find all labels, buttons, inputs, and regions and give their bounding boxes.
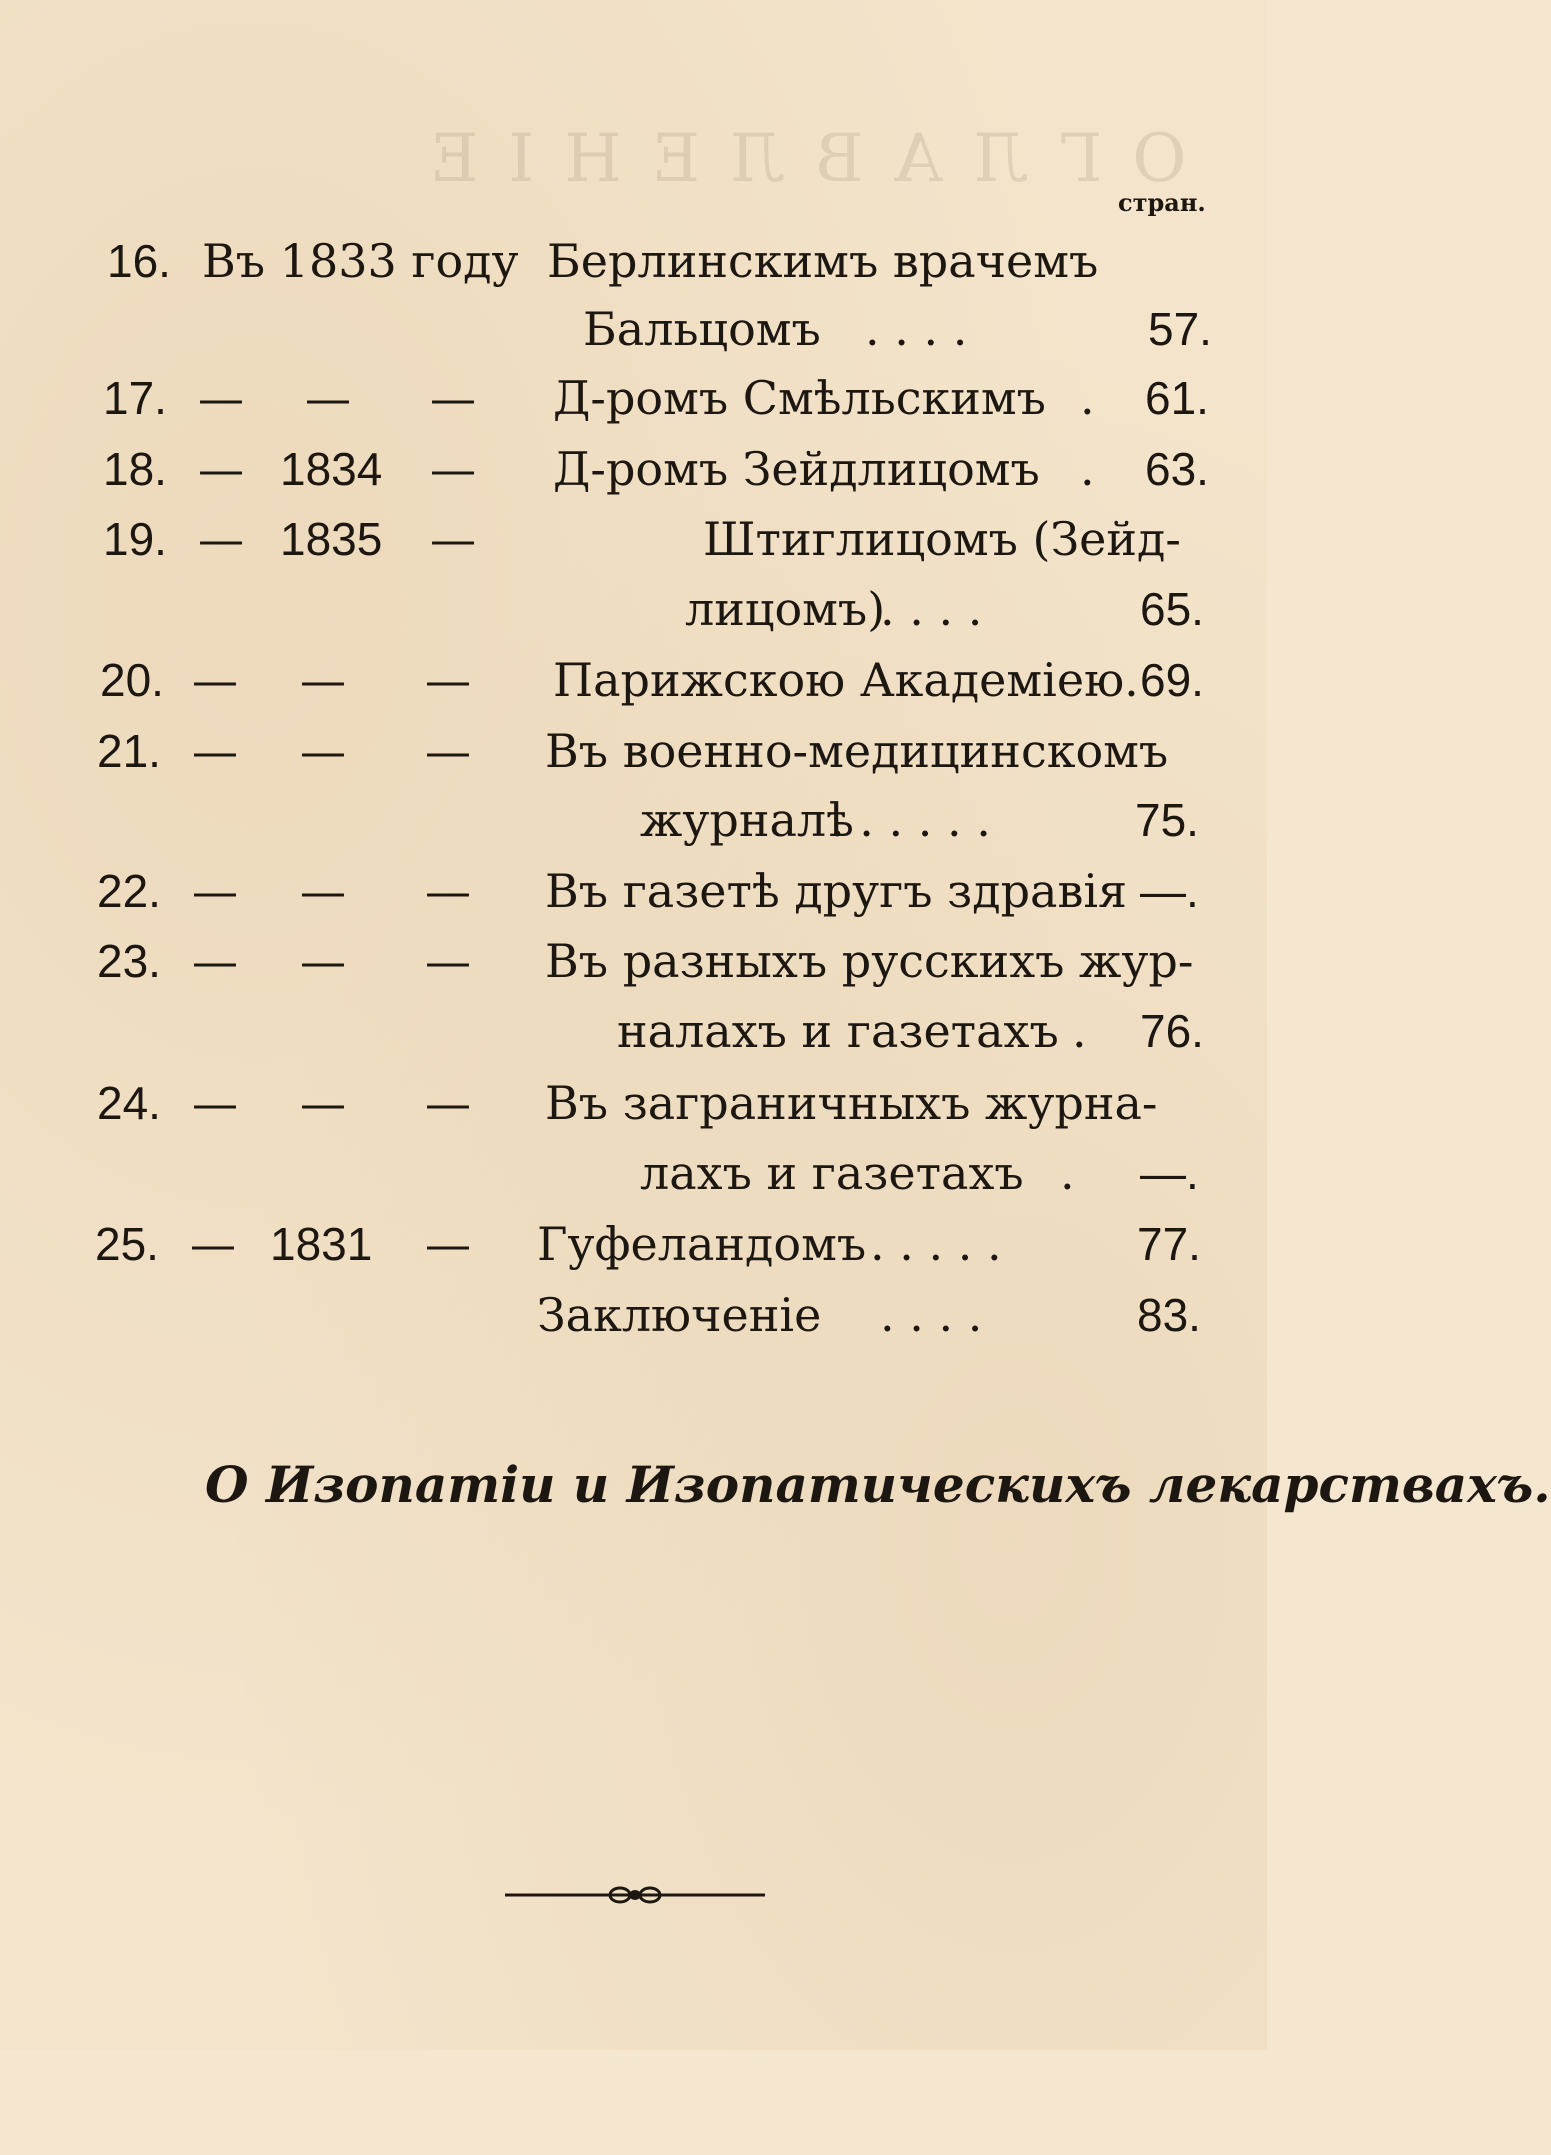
ditto-dash: — [425, 1076, 471, 1130]
ditto-dash: — [300, 864, 346, 918]
entry-text: Д-ромъ Смѣльскимъ [553, 371, 1046, 425]
entry-continuation: журналѣ [640, 793, 854, 847]
entry-text: Заключеніе [537, 1288, 822, 1342]
entry-page: 76. [1140, 1005, 1204, 1057]
ditto-dash: — [198, 371, 244, 425]
entry-text: Д-ромъ Зейдлицомъ [553, 442, 1040, 496]
entry-number: 19. [103, 513, 167, 565]
ditto-dash: — [425, 934, 471, 988]
entry-page: 61. [1145, 372, 1209, 424]
entry-year: Въ 1833 году [202, 234, 519, 288]
entry-text: Въ разныхъ русскихъ жур- [545, 934, 1194, 988]
entry-continuation: Бальцомъ [583, 302, 821, 356]
entry-leader-dots: . [1080, 371, 1095, 425]
entry-year: 1831 [270, 1218, 373, 1270]
ditto-dash: — [190, 1217, 236, 1271]
entry-year: 1835 [280, 513, 383, 565]
entry-leader-dots: . . . . [880, 582, 983, 636]
ditto-dash: — [198, 512, 244, 566]
entry-number: 25. [95, 1218, 159, 1270]
entry-number: 21. [97, 725, 161, 777]
entry-text: Берлинскимъ врачемъ [547, 234, 1099, 288]
entry-text: Гуфеландомъ [537, 1217, 867, 1271]
ditto-dash: — [305, 371, 351, 425]
entry-continuation: лахъ и газетахъ [640, 1146, 1024, 1200]
ditto-dash: — [425, 1217, 471, 1271]
entry-page: —. [1140, 865, 1199, 917]
entry-leader-dots: . [1060, 1146, 1075, 1200]
entry-number: 16. [107, 235, 171, 287]
ditto-dash: — [192, 653, 238, 707]
section-title: О Изопатіи и Изопатическихъ лекарствахъ. [205, 1455, 1551, 1514]
entry-number: 24. [97, 1077, 161, 1129]
entry-text: Въ военно-медицинскомъ [545, 724, 1169, 778]
entry-page: —. [1140, 1147, 1199, 1199]
entry-continuation: налахъ и газетахъ [617, 1004, 1059, 1058]
ditto-dash: — [425, 653, 471, 707]
entry-leader-dots: . [1072, 1004, 1087, 1058]
ditto-dash: — [300, 934, 346, 988]
entry-leader-dots: . . . . [865, 302, 968, 356]
ditto-dash: — [198, 442, 244, 496]
ornament-divider [505, 1880, 765, 1910]
entry-page: 65. [1140, 583, 1204, 635]
entry-page: 57. [1148, 303, 1212, 355]
entry-number: 22. [97, 865, 161, 917]
entry-number: 17. [103, 372, 167, 424]
entry-continuation: лицомъ) [685, 582, 886, 636]
ditto-dash: — [430, 512, 476, 566]
entry-text: Парижскою Академіею. [553, 653, 1139, 707]
ditto-dash: — [300, 1076, 346, 1130]
entry-text: Штиглицомъ (Зейд- [703, 512, 1181, 566]
bleed-through-text: ОГЛАВЛЕНІЕ [400, 120, 1187, 197]
entry-number: 20. [100, 654, 164, 706]
entry-text: Въ заграничныхъ журна- [545, 1076, 1158, 1130]
ditto-dash: — [192, 1076, 238, 1130]
entry-page: 75. [1135, 794, 1199, 846]
ditto-dash: — [430, 371, 476, 425]
entry-page: 83. [1137, 1289, 1201, 1341]
page-column-heading: стран. [1118, 188, 1206, 217]
entry-number: 23. [97, 935, 161, 987]
ditto-dash: — [430, 442, 476, 496]
entry-leader-dots: . . . . [880, 1288, 983, 1342]
entry-text: Въ газетѣ другъ здравія [545, 864, 1128, 918]
ditto-dash: — [300, 724, 346, 778]
entry-leader-dots: . [1080, 442, 1095, 496]
ditto-dash: — [192, 934, 238, 988]
entry-number: 18. [103, 443, 167, 495]
entry-leader-dots: . . . . . [870, 1217, 1002, 1271]
ditto-dash: — [425, 864, 471, 918]
ditto-dash: — [192, 724, 238, 778]
ditto-dash: — [425, 724, 471, 778]
entry-leader-dots: . . . . . . [830, 793, 991, 847]
ditto-dash: — [300, 653, 346, 707]
entry-page: 69. [1140, 654, 1204, 706]
entry-page: 63. [1145, 443, 1209, 495]
ditto-dash: — [192, 864, 238, 918]
entry-page: 77. [1137, 1218, 1201, 1270]
entry-year: 1834 [280, 443, 383, 495]
ornament-placeholder [505, 2145, 515, 2155]
